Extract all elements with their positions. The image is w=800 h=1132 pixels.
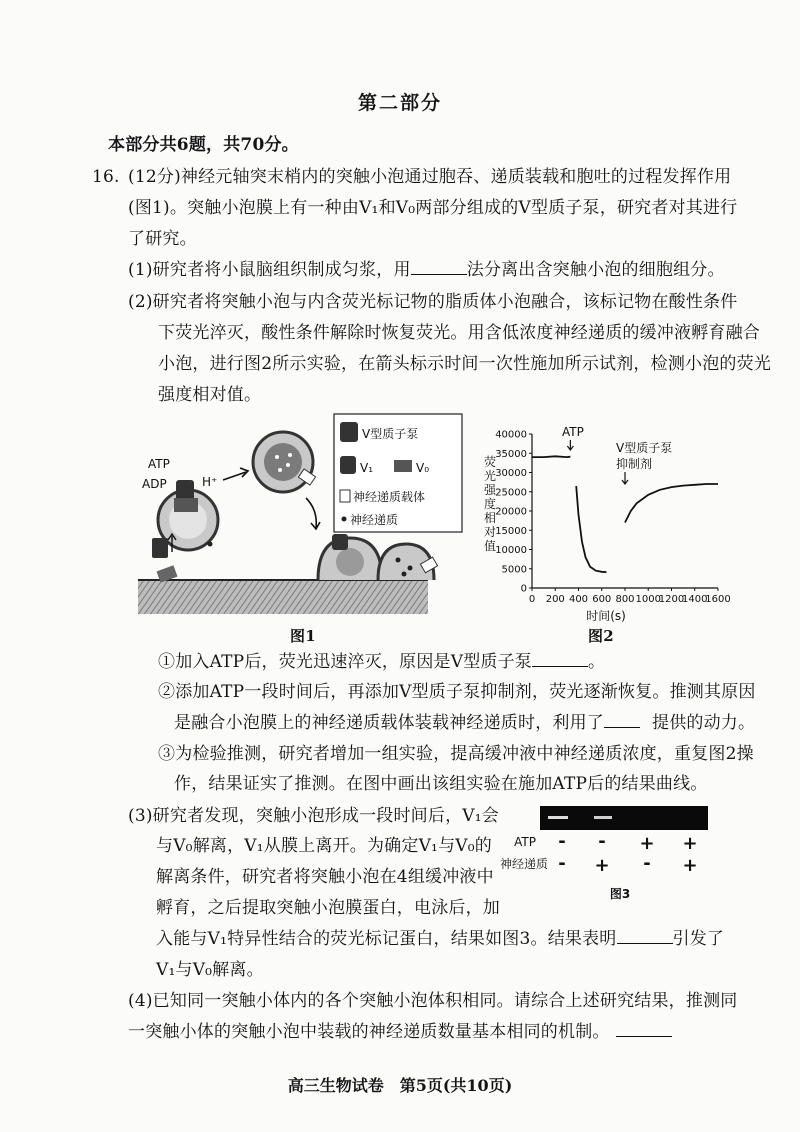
x-tick-label: 1600: [705, 594, 731, 605]
legend-pump: V型质子泵: [362, 427, 419, 441]
part-2-line-1: (2)研究者将突触小泡与内含荧光标记物的脂质体小泡融合，该标记物在酸性条件: [128, 292, 738, 312]
sub-1-text-a: ①加入ATP后，荧光迅速淬灭，原因是V型质子泵: [158, 652, 533, 672]
atp-sign-lane-3: +: [639, 833, 655, 854]
transmitter-sign-lane-2: +: [594, 855, 610, 876]
series-line-after-inhibitor: [625, 484, 718, 523]
atp-sign-lane-1: -: [558, 831, 566, 852]
inhibitor-annotation-line-1: V型质子泵: [616, 441, 673, 455]
part-1-text-b: 法分离出含突触小泡的细胞组分。: [466, 260, 725, 280]
y-tick-label: 15000: [495, 525, 527, 537]
transmitter-sign-lane-1: -: [558, 853, 566, 874]
y-tick-label: 0: [520, 583, 527, 595]
adp-label: ADP: [142, 477, 167, 491]
series-line-after-ATP: [576, 486, 606, 572]
fusing-vesicle: [318, 534, 382, 580]
part-3-line-1: (3)研究者发现，突触小泡形成一段时间后，V₁会: [128, 806, 499, 826]
v0-icon: [394, 460, 412, 472]
y-tick-label: 20000: [495, 506, 527, 518]
transmitter-row-label: 神经递质: [499, 857, 548, 871]
gel-band: [548, 816, 568, 819]
sub-3-line-1: ③为检验推测，研究者增加一组实验，提高缓冲液中神经递质浓度，重复图2操: [158, 744, 754, 764]
page-footer: 高三生物试卷 第5页(共10页): [287, 1076, 513, 1095]
section-title: 第二部分: [357, 92, 442, 114]
y-tick-label: 25000: [495, 487, 527, 499]
legend-transmitter: 神经递质: [350, 513, 399, 527]
x-tick-label: 600: [592, 594, 612, 605]
part-2-line-4: 强度相对值。: [158, 385, 262, 405]
answer-blank[interactable]: [617, 928, 673, 944]
stem-line-1: (12分)神经元轴突末梢内的突触小泡通过胞吞、递质装载和胞吐的过程发挥作用: [128, 167, 732, 187]
atp-label: ATP: [148, 457, 170, 471]
sub-2-text-a: 是融合小泡膜上的神经递质载体装载神经递质时，利用了: [174, 713, 604, 733]
x-tick-label: 200: [545, 594, 565, 605]
transmitter-icon: [342, 517, 347, 522]
y-tick-label: 35000: [495, 448, 527, 460]
part-3-line-3: 解离条件，研究者将突触小泡在4组缓冲液中: [156, 867, 494, 887]
figure-3-gel: [490, 802, 720, 908]
x-tick-label: 800: [615, 594, 635, 605]
sub-2-line-1: ②添加ATP一段时间后，再添加V型质子泵抑制剂，荧光逐渐恢复。推测其原因: [158, 682, 756, 702]
part-3-line-4: 孵育，之后提取突触小泡膜蛋白，电泳后，加: [156, 898, 500, 918]
part-2-line-3: 小泡，进行图2所示实验，在箭头标示时间一次性施加所示试剂，检测小泡的荧光: [158, 354, 772, 374]
h-plus-label: H⁺: [202, 475, 218, 489]
atp-sign-lane-4: +: [682, 833, 698, 854]
carrier-icon: [340, 490, 350, 502]
atp-sign-lane-2: -: [598, 831, 606, 852]
sub-1-text-b: 。: [588, 652, 606, 672]
figure-2-caption: 图2: [588, 627, 614, 645]
stem-line-2: (图1)。突触小泡膜上有一种由V₁和V₀两部分组成的V型质子泵，研究者对其进行: [128, 198, 738, 218]
part-4-line-2: [128, 1021, 672, 1043]
y-tick-label: 10000: [495, 545, 527, 556]
answer-blank[interactable]: [604, 712, 640, 728]
part-1-text-a: (1)研究者将小鼠脑组织制成匀浆，用: [128, 260, 411, 280]
v1-subunit-icon: [152, 538, 168, 558]
transmitter-sign-lane-4: +: [682, 855, 698, 876]
y-tick-label: 40000: [495, 429, 527, 441]
figure-1: [128, 410, 488, 622]
part-1: [128, 259, 725, 281]
series-line-baseline: [532, 456, 570, 457]
exocytosis-vesicle: [378, 544, 438, 580]
legend-v0: V₀: [416, 461, 430, 475]
x-tick-label: 1200: [658, 594, 685, 605]
stem-line-3: 了研究。: [128, 229, 197, 249]
gel-band: [594, 816, 612, 819]
y-tick-label: 5000: [501, 564, 527, 576]
sub-2-text-b: 提供的动力。: [652, 713, 756, 733]
answer-blank[interactable]: [616, 1021, 672, 1037]
pump-icon: [340, 422, 358, 442]
part-3-line-2: 与V₀解离，V₁从膜上离开。为确定V₁与V₀的: [156, 836, 492, 856]
x-tick-label: 400: [568, 594, 589, 605]
part-3-text-a: 入能与V₁特异性结合的荧光标记蛋白，结果如图3。结果表明: [156, 929, 617, 949]
loaded-vesicle: [253, 432, 316, 492]
v1-icon: [340, 456, 356, 474]
legend-v1: V₁: [360, 461, 374, 475]
figure-1-caption: 图1: [290, 627, 316, 645]
part-2-line-2: 下荧光淬灭，酸性条件解除时恢复荧光。用含低浓度神经递质的缓冲液孵育融合: [158, 323, 760, 343]
x-axis-label: 时间(s): [586, 609, 626, 623]
part-3-line-6: V₁与V₀解离。: [156, 960, 264, 980]
question-number: 16.: [92, 167, 120, 187]
part-3-line-5: [156, 928, 724, 950]
inhibitor-annotation-line-2: 抑制剂: [616, 457, 653, 471]
atp-annotation: ATP: [562, 425, 584, 439]
transmitter-dot: [208, 542, 213, 547]
part-3-text-b: 引发了: [672, 929, 725, 949]
sub-3-line-2: 作，结果证实了推测。在图中画出该组实验在施加ATP后的结果曲线。: [174, 774, 708, 794]
answer-blank[interactable]: [532, 651, 588, 667]
transmitter-sign-lane-3: -: [643, 853, 651, 874]
answer-blank[interactable]: [411, 259, 467, 275]
x-tick-label: 1000: [635, 594, 661, 605]
y-tick-label: 30000: [495, 468, 527, 479]
y-axis-label: 荧光强度相对值: [484, 455, 497, 553]
section-intro: 本部分共6题，共70分。: [108, 135, 299, 155]
cell-membrane: [138, 580, 428, 614]
x-tick-label: 0: [528, 594, 536, 605]
x-tick-label: 1400: [682, 594, 708, 605]
sub-question-1: [158, 651, 605, 673]
atp-row-label: ATP: [514, 835, 536, 849]
sub-question-2-line-2: [174, 712, 755, 734]
part-4-line-1: (4)已知同一突触小体内的各个突触小泡体积相同。请综合上述研究结果，推测同: [128, 991, 738, 1011]
part-4-text: 一突触小体的突触小泡中装载的神经递质数量基本相同的机制。: [128, 1022, 610, 1042]
figure-3-caption: 图3: [609, 887, 631, 901]
figure-2-chart: [470, 414, 740, 628]
legend-carrier: 神经递质载体: [353, 490, 426, 504]
